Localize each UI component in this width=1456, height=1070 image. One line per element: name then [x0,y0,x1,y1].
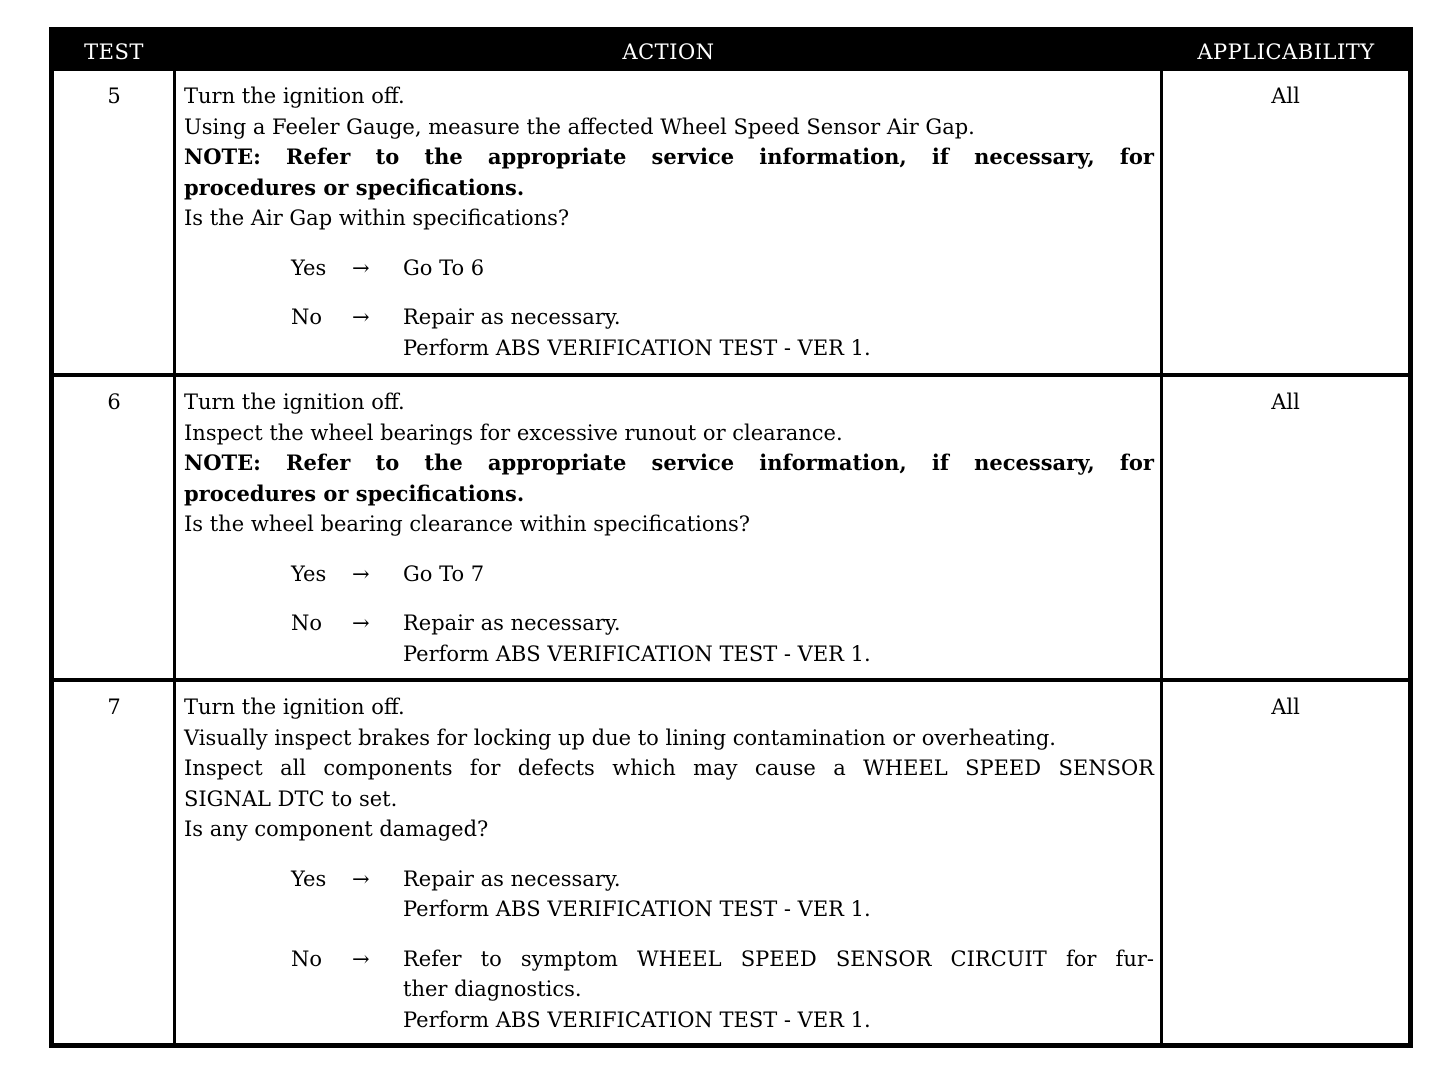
applicability-value: All [1271,695,1300,719]
table-header [54,32,1408,71]
no-result: Perform ABS VERIFICATION TEST - VER 1. [403,335,871,360]
action-cell [184,387,1154,669]
action-step: Turn the ignition off. [184,390,405,414]
table-row [54,71,1408,373]
yes-answer [184,559,1154,590]
arrow-icon: → [352,946,370,971]
action-step: Turn the ignition off. [184,695,405,719]
table-row [54,682,1408,1043]
note-text: procedures or specifications. [184,480,525,506]
yes-result: Go To 6 [403,255,485,280]
action-step: Inspect all components for defects which may cause a WHEEL SPEED SENSOR [184,756,1154,780]
header-action: ACTION [622,40,715,64]
arrow-icon: → [352,305,370,329]
yes-label: Yes [291,255,327,280]
note-text: procedures or specifications. [184,174,525,200]
note-text: NOTE: Refer to the appropriate service information, if necessary, for [184,450,1154,475]
arrow-icon: → [352,611,370,635]
action-step: Visually inspect brakes for locking up due to lining contamination or overheating. [184,725,1056,750]
no-answer [184,944,1154,1036]
yes-label: Yes [291,866,327,891]
test-number: 5 [107,84,121,108]
applicability-value: All [1271,390,1300,414]
question-text: Is the Air Gap within specifications? [184,206,570,230]
arrow-icon: → [352,866,370,891]
action-step: Using a Feeler Gauge, measure the affected Wheel Speed Sensor Air Gap. [184,114,975,139]
no-result: Repair as necessary. [403,305,621,329]
no-answer [184,608,1154,669]
yes-result: Perform ABS VERIFICATION TEST - VER 1. [403,897,871,921]
yes-result: Repair as necessary. [403,866,621,891]
arrow-icon: → [352,255,370,280]
action-step: Inspect the wheel bearings for excessive runout or clearance. [184,420,843,445]
question-text: Is the wheel bearing clearance within specifications? [184,512,751,536]
action-cell [184,81,1154,363]
applicability-value: All [1271,84,1300,108]
action-cell [184,692,1154,1035]
no-result: ther diagnostics. [403,977,582,1001]
no-result: Perform ABS VERIFICATION TEST - VER 1. [403,641,871,666]
test-number: 6 [107,390,121,414]
yes-result: Go To 7 [403,561,485,586]
note-text: NOTE: Refer to the appropriate service information, if necessary, for [184,144,1154,169]
table-row [54,377,1408,678]
no-label: No [291,611,323,635]
question-text: Is any component damaged? [184,817,489,841]
action-step: Turn the ignition off. [184,84,405,108]
no-label: No [291,305,323,329]
diagnostic-test-table [49,27,1413,1048]
header-applicability: APPLICABILITY [1197,40,1375,64]
yes-answer [184,864,1154,925]
yes-answer [184,253,1154,284]
test-number: 7 [107,695,121,719]
no-answer [184,302,1154,363]
arrow-icon: → [352,561,370,586]
yes-label: Yes [291,561,327,586]
no-result: Refer to symptom WHEEL SPEED SENSOR CIRCUIT for fur- [403,946,1154,971]
no-label: No [291,946,323,971]
action-step: SIGNAL DTC to set. [184,786,398,811]
header-test: TEST [84,40,144,64]
no-result: Repair as necessary. [403,611,621,635]
no-result: Perform ABS VERIFICATION TEST - VER 1. [403,1007,871,1032]
